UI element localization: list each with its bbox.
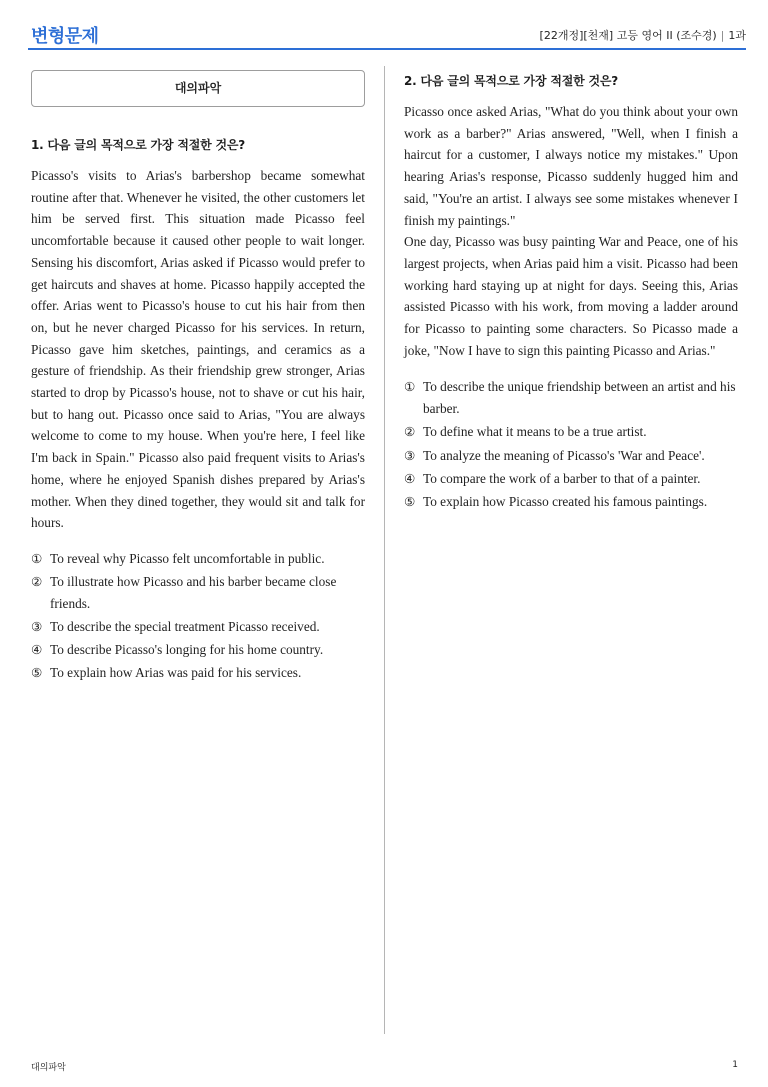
- left-column: [31, 70, 365, 686]
- option-text: To define what it means to be a true artist.: [423, 424, 647, 440]
- header-separator: |: [720, 29, 725, 42]
- option-number: ⑤: [404, 493, 416, 509]
- option-text: To describe the unique friendship between an artist and his barber.: [423, 379, 736, 417]
- option-number: ①: [404, 379, 416, 395]
- option-text: To describe the special treatment Picasso received.: [50, 619, 320, 635]
- option-1[interactable]: [31, 548, 365, 570]
- option-text: To explain how Arias was paid for his services.: [50, 665, 302, 681]
- question-2-options: [404, 376, 738, 512]
- footer-section-label: 대의파악: [31, 1063, 66, 1073]
- option-2[interactable]: [31, 571, 365, 614]
- option-text: To explain how Picasso created his famous paintings.: [423, 493, 708, 509]
- option-5[interactable]: [31, 662, 365, 684]
- passage-paragraph: One day, Picasso was busy painting War and Peace, one of his largest projects, when Arias paid him a visit. Picasso had been working hard staying up at night for days. Seeing this, Arias assisted Picasso with his work, from moving a ladder around for Picasso to painting some characters. So Picasso made a joke, "Now I have to sign this painting Picasso and Arias.": [404, 234, 738, 358]
- course-info: [540, 27, 746, 43]
- question-1-title: 1. 다음 글의 목적으로 가장 적절한 것은?: [31, 138, 246, 152]
- page-number: 1: [732, 1060, 738, 1070]
- option-number: ④: [404, 470, 416, 486]
- question-1-options: [31, 548, 365, 684]
- worksheet-title: 변형문제: [31, 26, 99, 47]
- option-2[interactable]: [404, 421, 738, 443]
- option-3[interactable]: [31, 616, 365, 638]
- option-4[interactable]: [31, 639, 365, 661]
- option-text: To reveal why Picasso felt uncomfortable in public.: [50, 550, 325, 566]
- option-number: ②: [31, 574, 43, 590]
- question-2-passage: [404, 101, 738, 361]
- option-number: ⑤: [31, 665, 43, 681]
- option-text: To illustrate how Picasso and his barber became close friends.: [50, 574, 337, 611]
- option-text: To compare the work of a barber to that of a painter.: [423, 470, 701, 486]
- section-label-box: 대의파악: [31, 70, 365, 107]
- lesson-label: 1과: [728, 29, 746, 42]
- option-number: ③: [404, 447, 416, 463]
- right-column: [404, 70, 738, 514]
- option-number: ②: [404, 424, 416, 440]
- option-5[interactable]: [404, 491, 738, 513]
- option-text: To describe Picasso's longing for his home country.: [50, 642, 324, 658]
- passage-paragraph: Picasso's visits to Arias's barbershop became somewhat routine after that. Whenever he visited, the other customers let him be served first. This situation made Picasso feel uncomfortable because it caused other people to wait longer. Sensing his discomfort, Arias asked if Picasso would prefer to get haircuts and shaves at home. Picasso happily accepted the offer. Arias went to Picasso's house to cut his hair from then on, but he never charged Picasso for his services. In return, Picasso gave him sketches, paintings, and ceramics as a gesture of friendship. As their friendship grew stronger, Arias started to drop by Picasso's house, not to shave or cut his hair, but to hang out. Picasso once said to Arias, "You are always welcome to come to my house. When you're here, I feel like I'm back in Spain." Picasso also paid frequent visits to Arias's home, where he enjoyed Spanish dishes prepared by Arias's mother. When they dined together, they would sit and talk for hours.: [31, 168, 365, 531]
- option-number: ③: [31, 619, 43, 635]
- column-divider: [384, 66, 385, 1034]
- option-number: ④: [31, 642, 43, 658]
- course-name: [22개정][천재] 고등 영어 II (조수경): [539, 29, 717, 42]
- page-header: [28, 18, 746, 50]
- question-2-title: 2. 다음 글의 목적으로 가장 적절한 것은?: [404, 74, 619, 88]
- option-3[interactable]: [404, 445, 738, 467]
- option-text: To analyze the meaning of Picasso's 'War and Peace'.: [423, 447, 705, 463]
- passage-paragraph: Picasso once asked Arias, "What do you think about your own work as a barber?" Arias answered, "Well, when I finish a haircut for a customer, I always notice my mistakes." Upon hearing Arias's response, Picasso suddenly hugged him and said, "You're an artist. I always see some mistakes whenever I finish my paintings.": [404, 104, 738, 228]
- option-4[interactable]: [404, 468, 738, 490]
- option-1[interactable]: [404, 376, 738, 419]
- option-number: ①: [31, 550, 43, 566]
- question-1-passage: [31, 165, 365, 534]
